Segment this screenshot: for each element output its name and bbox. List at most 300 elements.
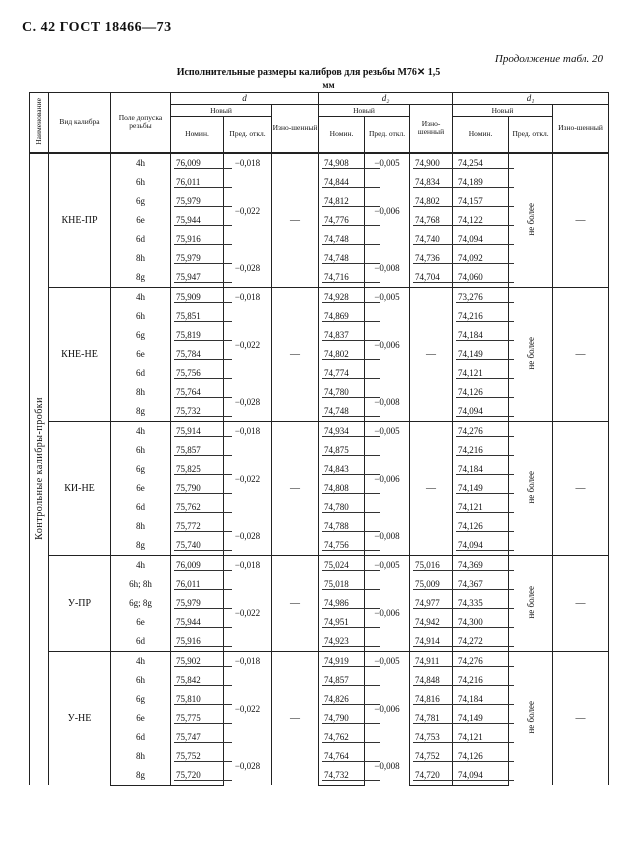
- d1-nominal: [453, 651, 509, 671]
- d-nominal-value: 76,009: [174, 158, 232, 169]
- tolerance-field: 6g: [111, 690, 171, 709]
- d1-nominal: [453, 364, 509, 383]
- d2-nominal-value: 74,908: [322, 158, 380, 169]
- table-row: [30, 421, 609, 441]
- d-nominal: [171, 555, 224, 575]
- d-deviation: −0,018: [224, 421, 272, 441]
- d-nominal: [171, 766, 224, 786]
- d2-worn-value: 74,736: [413, 253, 471, 264]
- d2-worn-value: 74,942: [413, 617, 471, 628]
- d2-deviation: −0,006: [365, 441, 410, 517]
- d1-nominal: [453, 249, 509, 268]
- d2-worn: [410, 747, 453, 766]
- table-row: [30, 651, 609, 671]
- tolerance-field: 6g: [111, 460, 171, 479]
- d2-nominal-value: 74,844: [322, 177, 380, 188]
- d1-deviation: [509, 287, 553, 421]
- d2-worn-value: 74,848: [413, 675, 471, 686]
- d-nominal-value: 75,810: [174, 694, 232, 705]
- d-nominal: [171, 460, 224, 479]
- tolerance-field: 6d: [111, 230, 171, 249]
- d-nominal-value: 75,851: [174, 311, 232, 322]
- d1-nominal: [453, 479, 509, 498]
- d2-nominal: [319, 690, 365, 709]
- d1-nominal: [453, 594, 509, 613]
- d2-deviation: −0,008: [365, 747, 410, 786]
- d1-nominal-value: 74,094: [456, 540, 514, 551]
- d-deviation: −0,022: [224, 307, 272, 383]
- d2-worn-value: 74,816: [413, 694, 471, 705]
- d-nominal: [171, 728, 224, 747]
- d1-nominal-value: 74,254: [456, 158, 514, 169]
- table-row: [30, 555, 609, 575]
- gauge-type: У-НЕ: [49, 651, 111, 785]
- d2-worn-value: 74,900: [413, 158, 471, 169]
- d-new-header: Новый: [171, 105, 272, 117]
- d-nominal: [171, 594, 224, 613]
- d2-nominal: [319, 671, 365, 690]
- d1-nominal-value: 74,184: [456, 330, 514, 341]
- d1-deviation: [509, 555, 553, 651]
- d2-nominal-value: 74,748: [322, 253, 380, 264]
- d-nominal-value: 75,772: [174, 521, 232, 532]
- d-nominal: [171, 709, 224, 728]
- d1-nominal: [453, 728, 509, 747]
- d1-nominal: [453, 268, 509, 288]
- d2-worn-header: Изно-шенный: [410, 105, 453, 153]
- tolerance-field: 4h: [111, 153, 171, 173]
- d2-nominal-value: 75,024: [322, 560, 380, 571]
- d-nominal-value: 75,825: [174, 464, 232, 475]
- d-deviation: −0,022: [224, 575, 272, 652]
- d2-worn: [410, 766, 453, 786]
- d2-worn: [410, 249, 453, 268]
- tolerance-field: 6d: [111, 632, 171, 652]
- d-nominal-value: 75,979: [174, 598, 232, 609]
- d-deviation: −0,018: [224, 651, 272, 671]
- d2-nominal: [319, 575, 365, 594]
- d1-nominal-value: 74,184: [456, 464, 514, 475]
- d1-nominal-value: 74,121: [456, 368, 514, 379]
- d1-nominal: [453, 709, 509, 728]
- d2-worn-value: 74,781: [413, 713, 471, 724]
- d1-deviation: [509, 421, 553, 555]
- d2-nominal: [319, 594, 365, 613]
- d2-nominal-value: 74,934: [322, 426, 380, 437]
- d1-nominal: [453, 153, 509, 173]
- d2-deviation: −0,005: [365, 421, 410, 441]
- d1-deviation: [509, 651, 553, 785]
- tolerance-field: 4h: [111, 287, 171, 307]
- d-nominal: [171, 747, 224, 766]
- d2-worn-value: 74,977: [413, 598, 471, 609]
- d-nominal-value: 75,842: [174, 675, 232, 686]
- d-nominal-value: 75,764: [174, 387, 232, 398]
- d2-nominal-value: 74,716: [322, 272, 380, 283]
- d-nominal-value: 75,916: [174, 636, 232, 647]
- d1-nominal: [453, 575, 509, 594]
- page-header: С. 42 ГОСТ 18466—73: [22, 20, 172, 35]
- d-nominal: [171, 230, 224, 249]
- d1-nominal: [453, 402, 509, 422]
- d-nominal-value: 75,979: [174, 253, 232, 264]
- d2-nominal: [319, 421, 365, 441]
- d-nominal-value: 76,011: [174, 177, 232, 188]
- d2-nominal: [319, 709, 365, 728]
- d1-nominal: [453, 192, 509, 211]
- not-more-label: не более: [525, 700, 536, 734]
- d-nominal: [171, 364, 224, 383]
- d-nominal-value: 75,762: [174, 502, 232, 513]
- d1-nominal-value: 74,149: [456, 483, 514, 494]
- d2-nominal: [319, 173, 365, 192]
- tolerance-field: 8h: [111, 383, 171, 402]
- d2-nominal-value: 74,732: [322, 770, 380, 781]
- tolerance-field: 6g; 8g: [111, 594, 171, 613]
- d2-deviation: −0,005: [365, 651, 410, 671]
- not-more-label: не более: [525, 470, 536, 504]
- d2-nominal-value: 74,776: [322, 215, 380, 226]
- col-field-header: Поле допуска резьбы: [111, 93, 171, 153]
- d2-deviation: −0,006: [365, 173, 410, 249]
- d2-nominal-value: 74,826: [322, 694, 380, 705]
- not-more-label: не более: [525, 336, 536, 370]
- tolerance-field: 8g: [111, 402, 171, 422]
- d2-nominal: [319, 192, 365, 211]
- d2-nominal: [319, 211, 365, 230]
- d2-nominal: [319, 555, 365, 575]
- d2-nominal-value: 74,762: [322, 732, 380, 743]
- d2-worn: [410, 651, 453, 671]
- d2-deviation: −0,006: [365, 671, 410, 747]
- d-nominal: [171, 498, 224, 517]
- d1-nominal-value: 73,276: [456, 292, 514, 303]
- d1-worn: —: [553, 287, 609, 421]
- d2-nominal: [319, 498, 365, 517]
- d-deviation: −0,018: [224, 555, 272, 575]
- d1-nominal: [453, 517, 509, 536]
- d-nominal-value: 75,747: [174, 732, 232, 743]
- d2-nominal-value: 74,764: [322, 751, 380, 762]
- d1-nominal-value: 74,094: [456, 406, 514, 417]
- d1-worn: —: [553, 421, 609, 555]
- d2-worn-value: 74,720: [413, 770, 471, 781]
- tolerance-field: 6e: [111, 613, 171, 632]
- d2-worn: [410, 575, 453, 594]
- d2-nominal: [319, 287, 365, 307]
- d1-nominal-value: 74,276: [456, 656, 514, 667]
- d1-nominal-value: 74,276: [456, 426, 514, 437]
- d1-nominal-value: 74,216: [456, 311, 514, 322]
- d2-worn: [410, 153, 453, 173]
- col-d1-header: d₁: [453, 93, 609, 105]
- d2-nominal: [319, 326, 365, 345]
- d1-nominal: [453, 632, 509, 652]
- d2-nominal: [319, 632, 365, 652]
- tolerance-field: 6e: [111, 345, 171, 364]
- d1-dev-header: Пред. откл.: [509, 117, 553, 153]
- d-nominal: [171, 153, 224, 173]
- d-nominal-value: 76,011: [174, 579, 232, 590]
- d1-nominal-value: 74,216: [456, 445, 514, 456]
- gauge-type: У-ПР: [49, 555, 111, 651]
- d1-nominal-value: 74,121: [456, 732, 514, 743]
- d-nominal-value: 75,857: [174, 445, 232, 456]
- d2-deviation: −0,008: [365, 249, 410, 288]
- d-deviation: −0,028: [224, 249, 272, 288]
- d1-nominal-value: 74,157: [456, 196, 514, 207]
- d1-nominal-value: 74,184: [456, 694, 514, 705]
- d-nominal: [171, 690, 224, 709]
- d-deviation: −0,022: [224, 441, 272, 517]
- d1-nominal: [453, 441, 509, 460]
- table-row: [30, 287, 609, 307]
- d2-worn-value: 74,911: [413, 656, 471, 667]
- d2-worn: [410, 671, 453, 690]
- d2-worn: [410, 632, 453, 652]
- d-deviation: −0,028: [224, 383, 272, 422]
- d-nominal: [171, 307, 224, 326]
- d2-nominal: [319, 383, 365, 402]
- d-nominal-value: 75,944: [174, 617, 232, 628]
- d2-nominal-value: 74,780: [322, 387, 380, 398]
- d-worn: —: [272, 651, 319, 785]
- d1-nominal-value: 74,272: [456, 636, 514, 647]
- d-nominal-value: 75,947: [174, 272, 232, 283]
- d2-worn-value: 75,009: [413, 579, 471, 590]
- d1-nominal-value: 74,300: [456, 617, 514, 628]
- d2-worn-value: 75,016: [413, 560, 471, 571]
- d1-nominal-value: 74,216: [456, 675, 514, 686]
- d-nominal: [171, 173, 224, 192]
- d1-nominal-value: 74,126: [456, 751, 514, 762]
- d-nominal: [171, 613, 224, 632]
- d-nominal: [171, 383, 224, 402]
- d-worn: —: [272, 555, 319, 651]
- d-nominal: [171, 536, 224, 556]
- d-nominal-value: 75,819: [174, 330, 232, 341]
- d-dev-header: Пред. откл.: [224, 117, 272, 153]
- tolerance-field: 6e: [111, 709, 171, 728]
- d-deviation: −0,018: [224, 153, 272, 173]
- d1-nominal-value: 74,149: [456, 349, 514, 360]
- d2-worn-value: 74,704: [413, 272, 471, 283]
- d2-nominal-value: 74,812: [322, 196, 380, 207]
- d-nominal-value: 75,752: [174, 751, 232, 762]
- d2-nominal-value: 74,774: [322, 368, 380, 379]
- d2-nominal: [319, 651, 365, 671]
- tolerance-field: 6h: [111, 307, 171, 326]
- table-title: Исполнительные размеры калибров для резьбы М76✕ 1,5: [176, 67, 441, 78]
- d2-worn-value: 74,914: [413, 636, 471, 647]
- d2-worn-value: 74,802: [413, 196, 471, 207]
- d2-nominal: [319, 517, 365, 536]
- d1-nominal-value: 74,122: [456, 215, 514, 226]
- d2-worn: [410, 555, 453, 575]
- table-row: [30, 153, 609, 173]
- continuation-label: Продолжение табл. 20: [494, 53, 603, 65]
- d2-nominal-value: 74,748: [322, 406, 380, 417]
- d2-nominal-value: 74,928: [322, 292, 380, 303]
- d-nominal: [171, 441, 224, 460]
- d1-worn: —: [553, 651, 609, 785]
- tolerance-field: 6h: [111, 441, 171, 460]
- d-nominal: [171, 671, 224, 690]
- tolerance-field: 4h: [111, 421, 171, 441]
- not-more-label: не более: [525, 585, 536, 619]
- col-name-header: Наименование: [30, 93, 49, 153]
- d1-nominal: [453, 747, 509, 766]
- d-nominal-value: 75,720: [174, 770, 232, 781]
- d2-nominal: [319, 613, 365, 632]
- d2-worn-value: 74,753: [413, 732, 471, 743]
- d1-nominal: [453, 536, 509, 556]
- tolerance-field: 6h; 8h: [111, 575, 171, 594]
- d1-nominal-value: 74,060: [456, 272, 514, 283]
- d1-nominal: [453, 460, 509, 479]
- d2-nominal-value: 74,919: [322, 656, 380, 667]
- d2-nominal: [319, 441, 365, 460]
- d1-nominal: [453, 211, 509, 230]
- d1-nominal-value: 74,149: [456, 713, 514, 724]
- d2-nominal-value: 74,788: [322, 521, 380, 532]
- d-worn-header: Изно-шенный: [272, 105, 319, 153]
- d-nominal: [171, 421, 224, 441]
- d2-nominal-value: 74,837: [322, 330, 380, 341]
- d-nominal: [171, 287, 224, 307]
- d-nom-header: Номин.: [171, 117, 224, 153]
- side-label-text: Контрольные калибры-пробки: [33, 396, 45, 540]
- d2-worn: —: [410, 421, 453, 555]
- d2-nominal-value: 74,843: [322, 464, 380, 475]
- d2-nominal: [319, 460, 365, 479]
- gauge-type: КНЕ-НЕ: [49, 287, 111, 421]
- d1-nominal: [453, 326, 509, 345]
- d1-nominal: [453, 690, 509, 709]
- d1-deviation: [509, 153, 553, 288]
- d1-worn-header: Изно-шенный: [553, 105, 609, 153]
- d-deviation: −0,022: [224, 173, 272, 249]
- d1-nominal: [453, 383, 509, 402]
- gauge-type: КНЕ-ПР: [49, 153, 111, 288]
- gauge-type: КИ-НЕ: [49, 421, 111, 555]
- d2-nominal-value: 74,923: [322, 636, 380, 647]
- d2-nominal-value: 74,986: [322, 598, 380, 609]
- d2-worn-value: 74,768: [413, 215, 471, 226]
- d2-nominal: [319, 479, 365, 498]
- tolerance-field: 8h: [111, 249, 171, 268]
- d2-nominal-value: 74,748: [322, 234, 380, 245]
- d1-nominal: [453, 613, 509, 632]
- d1-nominal: [453, 766, 509, 786]
- d1-nominal-value: 74,369: [456, 560, 514, 571]
- d2-deviation: −0,005: [365, 555, 410, 575]
- d2-nominal-value: 74,790: [322, 713, 380, 724]
- d2-nom-header: Номин.: [319, 117, 365, 153]
- d-deviation: −0,028: [224, 747, 272, 786]
- tolerance-field: 6h: [111, 671, 171, 690]
- d-nominal: [171, 326, 224, 345]
- d1-nominal: [453, 230, 509, 249]
- d2-nominal-value: 74,808: [322, 483, 380, 494]
- col-d-header: d: [171, 93, 319, 105]
- d-nominal: [171, 192, 224, 211]
- tolerance-field: 8g: [111, 536, 171, 556]
- d2-nominal-value: 74,869: [322, 311, 380, 322]
- d2-nominal-value: 74,780: [322, 502, 380, 513]
- d1-nominal: [453, 173, 509, 192]
- d-deviation: −0,022: [224, 671, 272, 747]
- d-nominal: [171, 479, 224, 498]
- d2-deviation: −0,006: [365, 575, 410, 652]
- d1-nominal: [453, 498, 509, 517]
- d2-dev-header: Пред. откл.: [365, 117, 410, 153]
- d-nominal-value: 75,732: [174, 406, 232, 417]
- d-nominal: [171, 632, 224, 652]
- d2-nominal: [319, 230, 365, 249]
- d2-nominal-value: 74,857: [322, 675, 380, 686]
- d2-nominal: [319, 536, 365, 556]
- d1-nominal-value: 74,126: [456, 521, 514, 532]
- d1-nominal: [453, 345, 509, 364]
- d-nominal-value: 76,009: [174, 560, 232, 571]
- d2-worn: [410, 709, 453, 728]
- d-nominal-value: 75,902: [174, 656, 232, 667]
- d2-deviation: −0,008: [365, 383, 410, 422]
- gauge-table: [29, 92, 609, 786]
- d2-nominal: [319, 153, 365, 173]
- d1-nominal-value: 74,126: [456, 387, 514, 398]
- tolerance-field: 6e: [111, 479, 171, 498]
- d2-worn: [410, 594, 453, 613]
- d2-worn-value: 74,752: [413, 751, 471, 762]
- tolerance-field: 8g: [111, 766, 171, 786]
- d-nominal-value: 75,979: [174, 196, 232, 207]
- d-deviation: −0,028: [224, 517, 272, 556]
- d2-worn: [410, 728, 453, 747]
- d-nominal: [171, 651, 224, 671]
- tolerance-field: 6g: [111, 326, 171, 345]
- tolerance-field: 6e: [111, 211, 171, 230]
- tolerance-field: 6h: [111, 173, 171, 192]
- tolerance-field: 8h: [111, 747, 171, 766]
- d1-nominal-value: 74,189: [456, 177, 514, 188]
- d-nominal: [171, 517, 224, 536]
- d2-worn: [410, 173, 453, 192]
- d1-nominal-value: 74,094: [456, 234, 514, 245]
- tolerance-field: 8h: [111, 517, 171, 536]
- tolerance-field: 4h: [111, 555, 171, 575]
- d2-deviation: −0,008: [365, 517, 410, 556]
- d1-nominal: [453, 307, 509, 326]
- d1-nominal-value: 74,121: [456, 502, 514, 513]
- d1-nominal-value: 74,092: [456, 253, 514, 264]
- d2-nominal: [319, 747, 365, 766]
- d2-deviation: −0,005: [365, 153, 410, 173]
- d2-deviation: −0,006: [365, 307, 410, 383]
- d-nominal: [171, 249, 224, 268]
- unit-label: мм: [322, 80, 335, 90]
- tolerance-field: 4h: [111, 651, 171, 671]
- d1-nom-header: Номин.: [453, 117, 509, 153]
- tolerance-field: 8g: [111, 268, 171, 288]
- col-d2-header: d₂: [319, 93, 453, 105]
- d2-nominal: [319, 268, 365, 288]
- d-nominal: [171, 345, 224, 364]
- d2-worn: [410, 192, 453, 211]
- tolerance-field: 6d: [111, 498, 171, 517]
- d2-nominal-value: 75,018: [322, 579, 380, 590]
